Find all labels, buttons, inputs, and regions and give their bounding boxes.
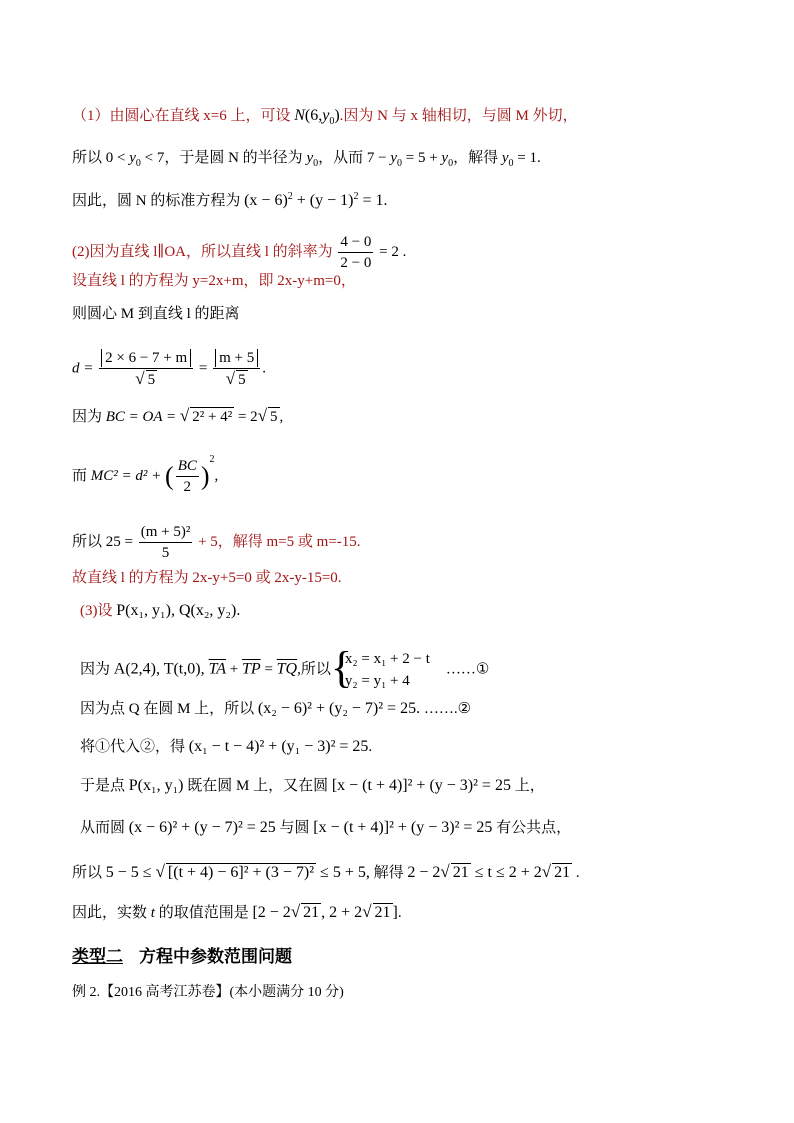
math: = xyxy=(260,661,277,678)
numerator: 2 × 6 − 7 + m xyxy=(101,349,191,367)
p2-line7 xyxy=(72,522,361,563)
text: （1）由圆心在直线 x=6 上，可设 xyxy=(72,108,295,124)
p3-line7: 所以 5 − 5 ≤ √ [(t + 4) − 6]² + (3 − 7)² ≤ 5 + 5, 解得 2 − 2√ 21 ≤ t ≤ 2 + 2√ 21 . xyxy=(72,862,580,881)
math: 2 xyxy=(287,191,293,202)
text: ，解得 xyxy=(453,150,502,166)
section-heading xyxy=(72,942,292,967)
math: (x₁ − t − 4)² + (y₁ − 3)² = 25 xyxy=(188,738,369,755)
p2-line6: 而 MC² = d² + ( $\frac{BC}{2}$ )$^2$, xyxy=(72,453,219,495)
text: = 5 + xyxy=(402,150,442,166)
denominator: 5 xyxy=(238,372,246,388)
p3-line2 xyxy=(80,648,489,692)
denominator: 2 xyxy=(183,479,192,495)
text: 从而圆 xyxy=(80,820,129,836)
math: 21 xyxy=(303,904,320,921)
math: N xyxy=(294,107,305,124)
p1-line1 xyxy=(72,106,578,126)
math: ] xyxy=(392,904,398,921)
math: ) xyxy=(334,107,340,124)
equation: { x₂ = x₁ + 2 − t xyxy=(344,651,430,667)
text: .因为 N 与 x 轴相切，与圆 M 外切， xyxy=(339,108,578,124)
math: P(x₁, y₁), Q(x₂, y₂). xyxy=(116,602,241,619)
p2-line1 xyxy=(72,232,406,273)
label-1: ……① xyxy=(445,661,490,678)
text: (3)设 xyxy=(80,603,117,619)
text: 所以 25 = xyxy=(72,533,137,550)
p3-line4 xyxy=(80,737,372,757)
text: 有公共点， xyxy=(492,820,572,836)
math: [2 − 2 xyxy=(252,904,291,921)
math: (6, xyxy=(304,107,323,124)
p1-line2: 所以 $0 < y_0 < 7$，于是圆 N 的半径为 $y_0$，从而 $7 - y_0 = 5 + y_0$，解得 $y_0 = 1$. xyxy=(72,150,541,169)
text: ，从而 7 − xyxy=(318,150,391,166)
p3-line3 xyxy=(80,699,471,719)
math: 21 xyxy=(452,864,469,881)
distance-fraction-1: $\frac{2 \times 6 - 7 + m}{√ 5}$ xyxy=(99,348,193,390)
slope-fraction xyxy=(338,232,373,273)
text: 既在圆 M 上，又在圆 xyxy=(183,778,332,794)
text: 所以 0 < xyxy=(72,150,130,166)
p2-line3: 则圆心 M 到直线 l 的距离 xyxy=(72,306,240,322)
numerator: 4 − 0 xyxy=(338,232,373,253)
math: t xyxy=(150,905,155,921)
text: 因此，实数 xyxy=(72,905,151,921)
vector-tp: $\overline{TP}$ xyxy=(242,660,261,678)
p2-line5: 因为 BC = OA = √ 2² + 4² = 2√ 5 , xyxy=(72,406,284,425)
text: 的取值范围是 xyxy=(154,905,253,921)
text: 所以 xyxy=(72,865,106,881)
p3-line6 xyxy=(80,818,571,838)
vector-tq: $\overline{TQ}$ xyxy=(276,660,298,678)
heading-title: 方程中参数范围问题 xyxy=(139,947,292,967)
text: , xyxy=(279,409,284,425)
numerator: (m + 5)² xyxy=(139,522,193,543)
text: . xyxy=(262,360,267,377)
text: = 2 . xyxy=(375,243,407,260)
math: A(2,4), T(t,0), xyxy=(113,660,209,678)
text: (2)因为直线 l∥OA，所以直线 l 的斜率为 xyxy=(72,243,337,260)
numerator: BC xyxy=(176,456,199,477)
text: 将①代入②，得 xyxy=(80,739,189,755)
math: 2 − 2 xyxy=(407,864,441,881)
math: = 1. xyxy=(358,192,388,209)
text: 上， xyxy=(510,778,545,794)
math: 0 xyxy=(329,116,335,127)
text: 于是点 xyxy=(80,778,129,794)
text: 解得 xyxy=(369,865,408,881)
math: [x − (t + 4)]² + (y − 3)² = 25 xyxy=(331,777,511,794)
math: (x − 6) xyxy=(244,192,288,209)
math: ≤ 5 + 5, xyxy=(316,864,370,881)
math: MC² = d² + xyxy=(90,467,166,484)
text: 因为点 Q 在圆 M 上，所以 xyxy=(80,701,258,717)
text: 而 xyxy=(72,467,91,484)
text: , xyxy=(214,467,219,484)
equation: y₂ = y₁ + 4 xyxy=(344,673,410,689)
text: + 5，解得 m=5 或 m=-15. xyxy=(194,533,361,550)
text: 因此，圆 N 的标准方程为 xyxy=(72,193,245,209)
text: 因为 xyxy=(72,409,106,425)
text: . xyxy=(397,905,402,921)
math: [x − (t + 4)]² + (y − 3)² = 25 xyxy=(313,819,493,836)
p3-line1 xyxy=(80,601,240,621)
math: 5 − 5 ≤ xyxy=(105,864,156,881)
math: (x − 6)² + (y − 7)² = 25 xyxy=(128,819,276,836)
distance-fraction-2: $\frac{m + 5}{√ 5}$ xyxy=(213,348,260,390)
text: < 7，于是圆 N 的半径为 xyxy=(140,150,307,166)
heading-type: 类型二 xyxy=(72,947,123,967)
p1-line3 xyxy=(72,191,388,211)
math: , 2 + 2 xyxy=(321,904,363,921)
math: y xyxy=(322,107,330,124)
text: = 1. xyxy=(513,150,541,166)
text: 因为 xyxy=(80,661,114,678)
math: BC = OA = xyxy=(105,409,180,425)
math: 21 xyxy=(374,904,391,921)
math: 21 xyxy=(554,864,571,881)
math: [(t + 4) − 6]² + (3 − 7)² xyxy=(167,864,315,881)
math: (x₂ − 6)² + (y₂ − 7)² = 25. xyxy=(257,700,421,717)
math: + (y − 1) xyxy=(292,192,354,209)
text: ,所以 xyxy=(297,661,331,678)
math: 5 xyxy=(270,409,278,425)
p2-line4 xyxy=(72,348,266,390)
denominator: 5 xyxy=(161,545,170,561)
system-brace xyxy=(331,648,430,692)
text: = xyxy=(195,360,212,377)
p2-line2: 设直线 l 的方程为 y=2x+m，即 2x-y+m=0， xyxy=(72,273,356,289)
p3-line5 xyxy=(80,776,545,796)
text: . xyxy=(572,865,580,881)
denominator: 2 − 0 xyxy=(340,255,372,271)
example-label: 例 2.【2016 高考江苏卷】(本小题满分 10 分) xyxy=(72,985,344,1000)
vector-ta: $\overline{TA}$ xyxy=(208,660,227,678)
math: 2 xyxy=(209,453,215,465)
text: . xyxy=(368,739,373,755)
math: = 2 xyxy=(234,409,258,425)
numerator: m + 5 xyxy=(215,349,258,367)
math: 2 xyxy=(353,191,359,202)
math: P(x₁, y₁) xyxy=(128,777,184,794)
label-2: …….② xyxy=(420,701,472,717)
denominator: 5 xyxy=(147,372,156,388)
p2-line8: 故直线 l 的方程为 2x-y+5=0 或 2x-y-15=0. xyxy=(72,570,342,586)
bc-fraction xyxy=(176,456,199,497)
math: 2² + 4² xyxy=(192,409,233,425)
math: + xyxy=(226,661,243,678)
p3-line8: 因此，实数 t 的取值范围是 [2 − 2√ 21 , 2 + 2√ 21 ]. xyxy=(72,902,402,921)
text: 与圆 xyxy=(275,820,314,836)
math: ≤ t ≤ 2 + 2 xyxy=(470,864,542,881)
m-fraction xyxy=(139,522,193,563)
math: d = xyxy=(72,360,98,377)
